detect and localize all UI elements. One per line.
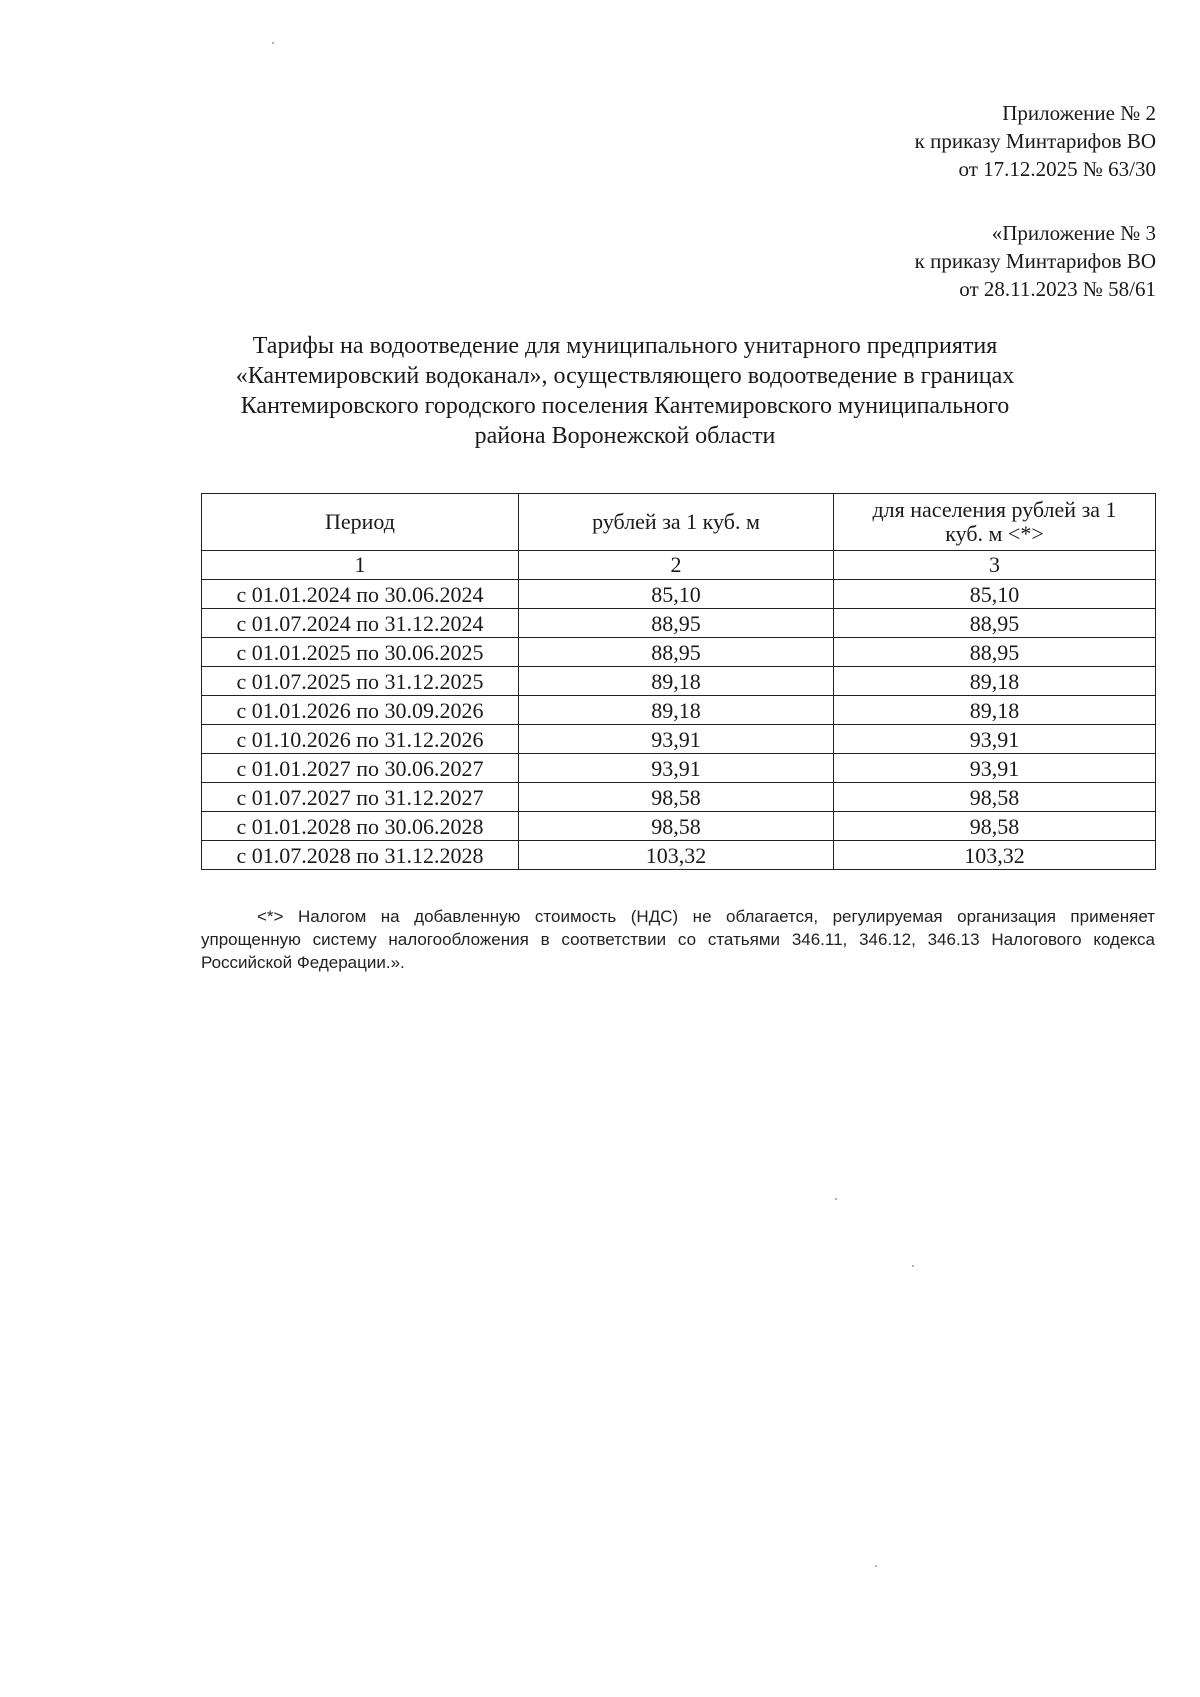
- title-line: Тарифы на водоотведение для муниципального унитарного предприятия: [252, 333, 998, 359]
- cell-period: с 01.01.2027 по 30.06.2027: [202, 754, 519, 783]
- tariff-table: [201, 493, 1156, 870]
- header-population-line2: куб. м <*>: [945, 521, 1044, 546]
- cell-rubles: 85,10: [519, 580, 834, 609]
- scan-speck: [912, 1265, 914, 1267]
- cell-rubles: 88,95: [519, 609, 834, 638]
- appendix-header-previous: [915, 219, 1156, 303]
- cell-period: с 01.07.2027 по 31.12.2027: [202, 783, 519, 812]
- column-number: 1: [202, 551, 519, 580]
- title-line: района Воронежской области: [474, 423, 776, 449]
- appendix-order-date: от 28.11.2023 № 58/61: [959, 277, 1156, 301]
- cell-period: с 01.01.2028 по 30.06.2028: [202, 812, 519, 841]
- cell-population: 89,18: [834, 667, 1156, 696]
- table-row: [202, 812, 1156, 841]
- cell-population: 88,95: [834, 609, 1156, 638]
- cell-population: 93,91: [834, 754, 1156, 783]
- table-header-row: [202, 494, 1156, 551]
- appendix-number: «Приложение № 3: [991, 221, 1156, 245]
- cell-population: 98,58: [834, 783, 1156, 812]
- scan-speck: [272, 42, 274, 44]
- appendix-order-date: от 17.12.2025 № 63/30: [958, 157, 1156, 181]
- scan-speck: [835, 1198, 837, 1200]
- cell-period: с 01.07.2028 по 31.12.2028: [202, 841, 519, 870]
- table-row: [202, 783, 1156, 812]
- cell-population: 103,32: [834, 841, 1156, 870]
- cell-rubles: 98,58: [519, 812, 834, 841]
- cell-population: 85,10: [834, 580, 1156, 609]
- column-number: 2: [519, 551, 834, 580]
- cell-population: 98,58: [834, 812, 1156, 841]
- header-rubles: рублей за 1 куб. м: [519, 494, 834, 551]
- table-row: [202, 580, 1156, 609]
- table-row: [202, 609, 1156, 638]
- header-population-line1: для населения рублей за 1: [872, 497, 1117, 522]
- cell-rubles: 89,18: [519, 696, 834, 725]
- cell-rubles: 103,32: [519, 841, 834, 870]
- scan-speck: [875, 1565, 877, 1567]
- title-line: «Кантемировский водоканал», осуществляющего водоотведение в границах: [235, 363, 1015, 389]
- cell-rubles: 89,18: [519, 667, 834, 696]
- appendix-order-ref: к приказу Минтарифов ВО: [914, 129, 1156, 153]
- column-number: 3: [834, 551, 1156, 580]
- table-row: [202, 667, 1156, 696]
- table-row: [202, 754, 1156, 783]
- cell-period: с 01.01.2025 по 30.06.2025: [202, 638, 519, 667]
- table-row: [202, 696, 1156, 725]
- footnote-first-line: <*> Налогом на добавленную стоимость (НДС) не облагается, регулируемая организация применяет: [257, 907, 1155, 926]
- cell-population: 88,95: [834, 638, 1156, 667]
- appendix-header-current: [915, 99, 1156, 183]
- cell-rubles: 98,58: [519, 783, 834, 812]
- cell-rubles: 93,91: [519, 725, 834, 754]
- footnote-continuation: упрощенную систему налогообложения в соответствии со статьями 346.11, 346.12, 346.13 Налогового кодекса Российской Федерации.».: [201, 930, 1155, 972]
- table-row: [202, 638, 1156, 667]
- title-line: Кантемировского городского поселения Кантемировского муниципального: [240, 393, 1010, 419]
- cell-rubles: 93,91: [519, 754, 834, 783]
- appendix-order-ref: к приказу Минтарифов ВО: [914, 249, 1156, 273]
- header-population: [834, 494, 1156, 551]
- cell-period: с 01.10.2026 по 31.12.2026: [202, 725, 519, 754]
- cell-rubles: 88,95: [519, 638, 834, 667]
- cell-period: с 01.01.2026 по 30.09.2026: [202, 696, 519, 725]
- cell-population: 93,91: [834, 725, 1156, 754]
- header-period: Период: [202, 494, 519, 551]
- appendix-number: Приложение № 2: [1002, 101, 1156, 125]
- cell-population: 89,18: [834, 696, 1156, 725]
- cell-period: с 01.07.2025 по 31.12.2025: [202, 667, 519, 696]
- table-row: [202, 725, 1156, 754]
- footnote: [201, 905, 1155, 974]
- cell-period: с 01.07.2024 по 31.12.2024: [202, 609, 519, 638]
- column-number-row: [202, 551, 1156, 580]
- table-row: [202, 841, 1156, 870]
- cell-period: с 01.01.2024 по 30.06.2024: [202, 580, 519, 609]
- document-title: [185, 331, 1065, 451]
